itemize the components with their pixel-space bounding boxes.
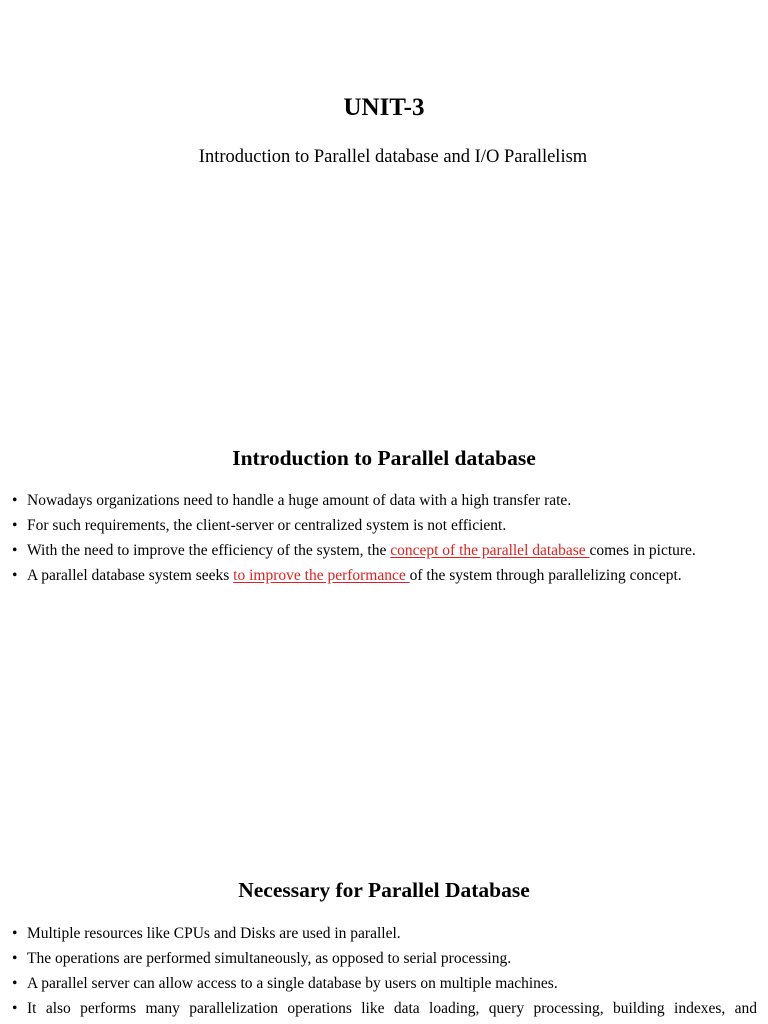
bullet-text: It also performs many parallelization operations like data loading, query processing, building indexes, and — [27, 1000, 757, 1017]
bullet-text-before: A parallel database system seeks — [27, 567, 234, 584]
bullet-text-before: With the need to improve the efficiency of the system, the — [27, 542, 391, 559]
intro-bullet-list — [0, 491, 768, 591]
bullet-icon: • — [12, 925, 18, 942]
list-item — [0, 541, 768, 566]
list-item — [0, 974, 768, 999]
bullet-icon: • — [12, 1000, 18, 1017]
bullet-text: Nowadays organizations need to handle a huge amount of data with a high transfer rate. — [27, 492, 572, 509]
bullet-icon: • — [12, 492, 18, 509]
bullet-icon: • — [12, 567, 18, 584]
bullet-icon: • — [12, 517, 18, 534]
list-item — [0, 999, 757, 1024]
bullet-icon: • — [12, 975, 18, 992]
bullet-text: The operations are performed simultaneously, as opposed to serial processing. — [27, 950, 512, 967]
bullet-text: A parallel server can allow access to a single database by users on multiple machines. — [27, 975, 558, 992]
list-item — [0, 516, 768, 541]
unit-subtitle: Introduction to Parallel database and I/O Parallelism — [198, 147, 588, 167]
necessary-section-heading: Necessary for Parallel Database — [238, 878, 530, 902]
bullet-text-after: comes in picture. — [589, 542, 696, 559]
bullet-icon: • — [12, 542, 18, 559]
necessary-bullet-list — [0, 924, 768, 1024]
intro-section-heading: Introduction to Parallel database — [232, 446, 536, 470]
list-item — [0, 491, 768, 516]
bullet-text-after: of the system through parallelizing concept. — [409, 567, 682, 584]
list-item — [0, 924, 768, 949]
list-item — [0, 949, 768, 974]
bullet-text: Multiple resources like CPUs and Disks are used in parallel. — [27, 925, 401, 942]
bullet-icon: • — [12, 950, 18, 967]
highlighted-phrase: to improve the performance — [233, 567, 410, 584]
unit-title: UNIT-3 — [343, 94, 425, 121]
list-item — [0, 566, 768, 591]
highlighted-phrase: concept of the parallel database — [390, 542, 590, 559]
bullet-text: For such requirements, the client-server or centralized system is not efficient. — [27, 517, 507, 534]
